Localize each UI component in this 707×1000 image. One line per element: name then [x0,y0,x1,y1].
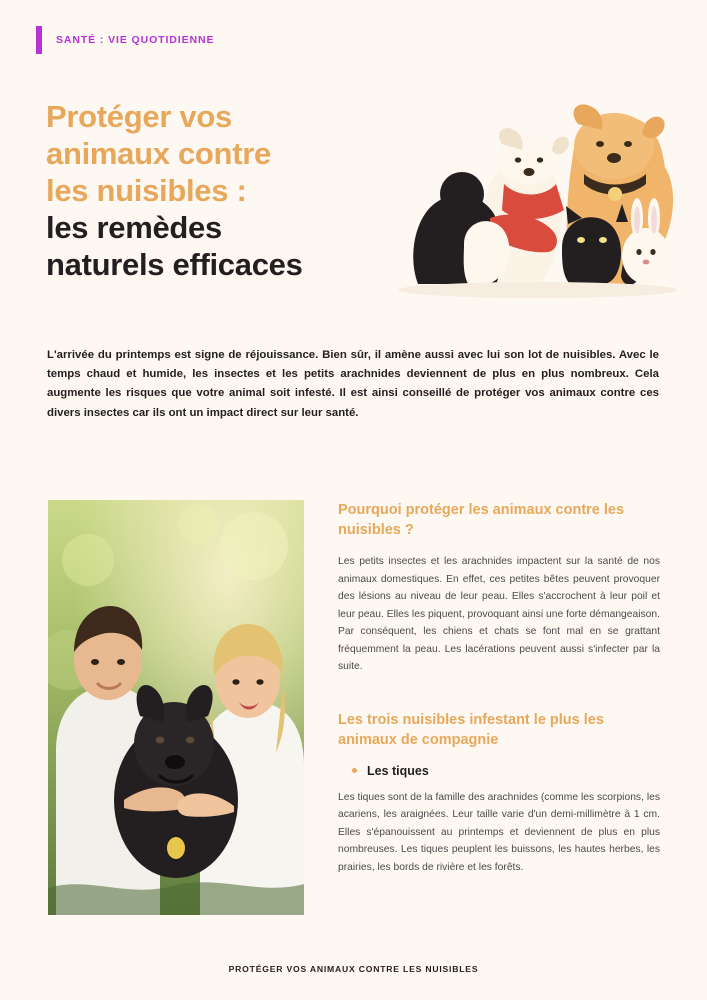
section-heading-1: Pourquoi protéger les animaux contre les nuisibles ? [338,502,625,538]
bullet-item-les-tiques [352,764,660,778]
kicker-accent-bar [36,26,42,54]
title-line-3: les nuisibles : [46,173,247,208]
section-heading-2: Les trois nuisibles infestant le plus les animaux de compagnie [338,711,604,748]
kicker [36,26,214,54]
bullet-dot-icon [352,768,357,773]
section-body-2: Les tiques sont de la famille des arachnides (comme les scorpions, les acariens, les araignées. Leur taille varie d'un demi-millimètre à 1 cm. Elles s'épanouissent au printemps et deviennent de plus en plus nombreuses. Les tiques peuplent les buissons, les hautes herbes, les prairies, les bords de rivière et les forêts. [338,791,660,873]
article-body-column [338,500,660,876]
couple-with-dog-photo [48,500,304,915]
title-line-1: Protéger vos [46,99,232,134]
section-body-1: Les petits insectes et les arachnides impactent sur la santé de nos animaux domestiques. En effet, ces petites bêtes peuvent provoquer des lésions au niveau de leur peau. Elles s'accrochent à leur poil et leur peau. Elles les piquent, provoquant ainsi une forte démangeaison. Par conséquent, les chiens et chats se font mal en se grattant fréquemment la peau. Les lacérations peuvent aussi s'infecter par la suite. [338,556,660,672]
title-line-5: naturels efficaces [46,247,303,282]
page-footer: PROTÉGER VOS ANIMAUX CONTRE LES NUISIBLES [228,964,479,974]
intro-paragraph: L'arrivée du printemps est signe de réjouissance. Bien sûr, il amène aussi avec lui son lot de nuisibles. Avec le temps chaud et humide, les insectes et les petits arachnides deviennent de plus en plus nombreux. Cela augmente les risques que votre animal soit infesté. Il est ainsi conseillé de protéger vos animaux contre ces divers insectes car ils ont un impact direct sur leur santé. [47,349,659,419]
title-line-4: les remèdes [46,210,222,245]
pets-group-illustration [378,88,678,313]
kicker-label: SANTÉ : VIE QUOTIDIENNE [56,34,215,46]
page-title [46,98,406,283]
title-line-2: animaux contre [46,136,271,171]
section-spacer [338,676,660,710]
bullet-item-label: Les tiques [367,763,429,778]
